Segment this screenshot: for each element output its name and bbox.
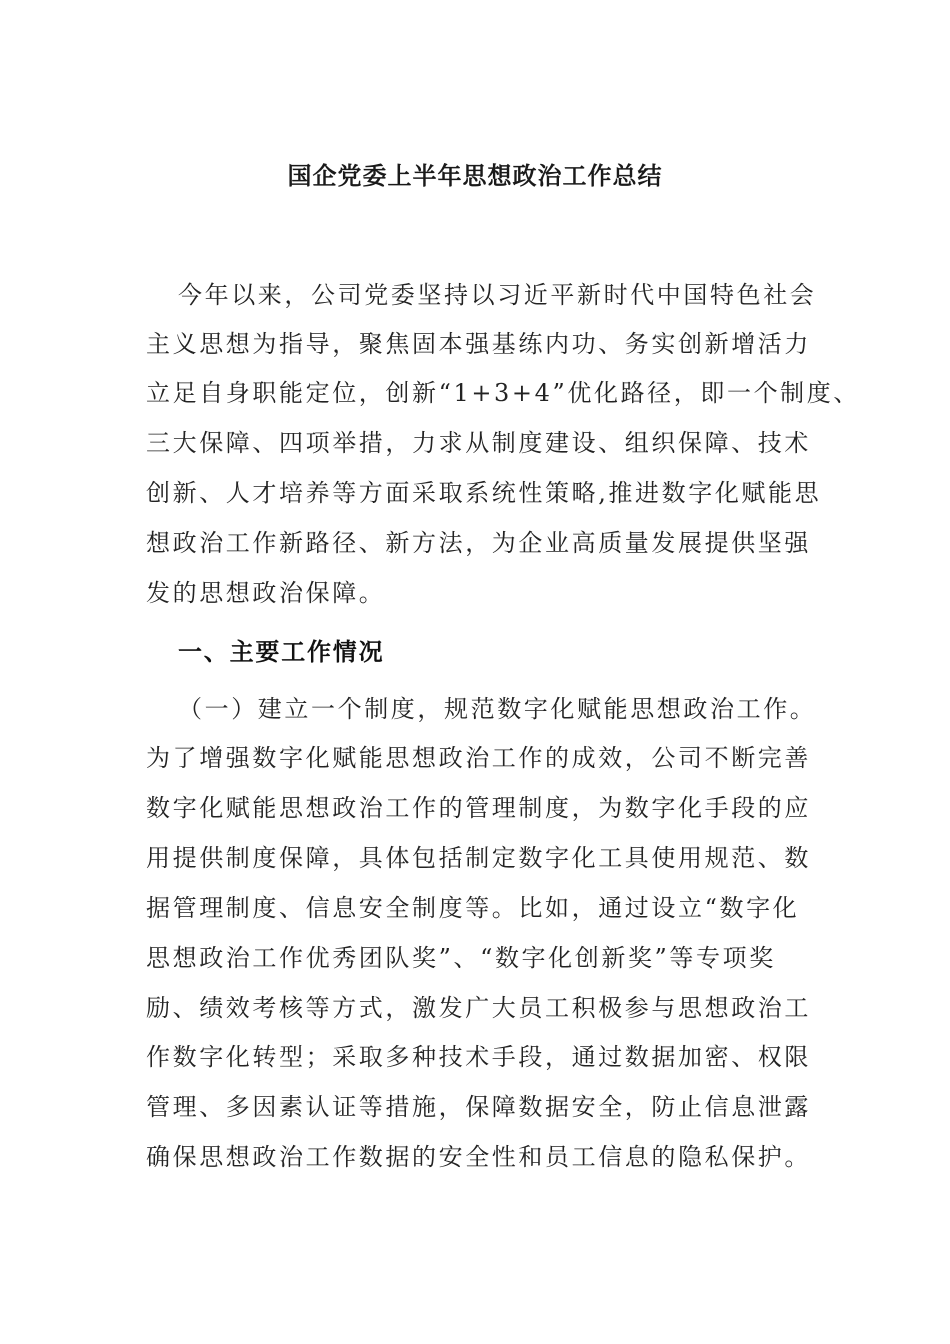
intro-line-3: 立足自身职能定位，创新“1+3+4”优化路径，即一个制度、: [146, 379, 860, 407]
subsection-line-10: 确保思想政治工作数据的安全性和员工信息的隐私保护。: [146, 1143, 811, 1171]
subsection-line-6: 思想政治工作优秀团队奖”、“数字化创新奖”等专项奖: [146, 944, 776, 972]
section-heading: 一、主要工作情况: [178, 637, 385, 666]
intro-line-2: 主义思想为指导，聚焦固本强基练内功、务实创新增活力: [146, 330, 811, 358]
subsection-line-7: 励、绩效考核等方式，激发广大员工积极参与思想政治工: [146, 994, 811, 1022]
intro-line-5: 创新、人才培养等方面采取系统性策略,推进数字化赋能思: [146, 479, 822, 507]
document-title: 国企党委上半年思想政治工作总结: [287, 161, 663, 190]
intro-line-7: 发的思想政治保障。: [146, 579, 386, 607]
intro-line-1: 今年以来，公司党委坚持以习近平新时代中国特色社会: [178, 281, 817, 309]
subsection-line-3: 数字化赋能思想政治工作的管理制度，为数字化手段的应: [146, 794, 811, 822]
subsection-line-2: 为了增强数字化赋能思想政治工作的成效，公司不断完善: [146, 744, 811, 772]
subsection-line-4: 用提供制度保障，具体包括制定数字化工具使用规范、数: [146, 844, 811, 872]
intro-line-4: 三大保障、四项举措，力求从制度建设、组织保障、技术: [146, 429, 811, 457]
subsection-line-8: 作数字化转型；采取多种技术手段，通过数据加密、权限: [146, 1043, 811, 1071]
subsection-line-1: （一）建立一个制度，规范数字化赋能思想政治工作。: [178, 695, 817, 723]
intro-line-6: 想政治工作新路径、新方法，为企业高质量发展提供坚强: [146, 529, 811, 557]
subsection-line-5: 据管理制度、信息安全制度等。比如，通过设立“数字化: [146, 894, 800, 922]
subsection-line-9: 管理、多因素认证等措施，保障数据安全，防止信息泄露: [146, 1093, 811, 1121]
